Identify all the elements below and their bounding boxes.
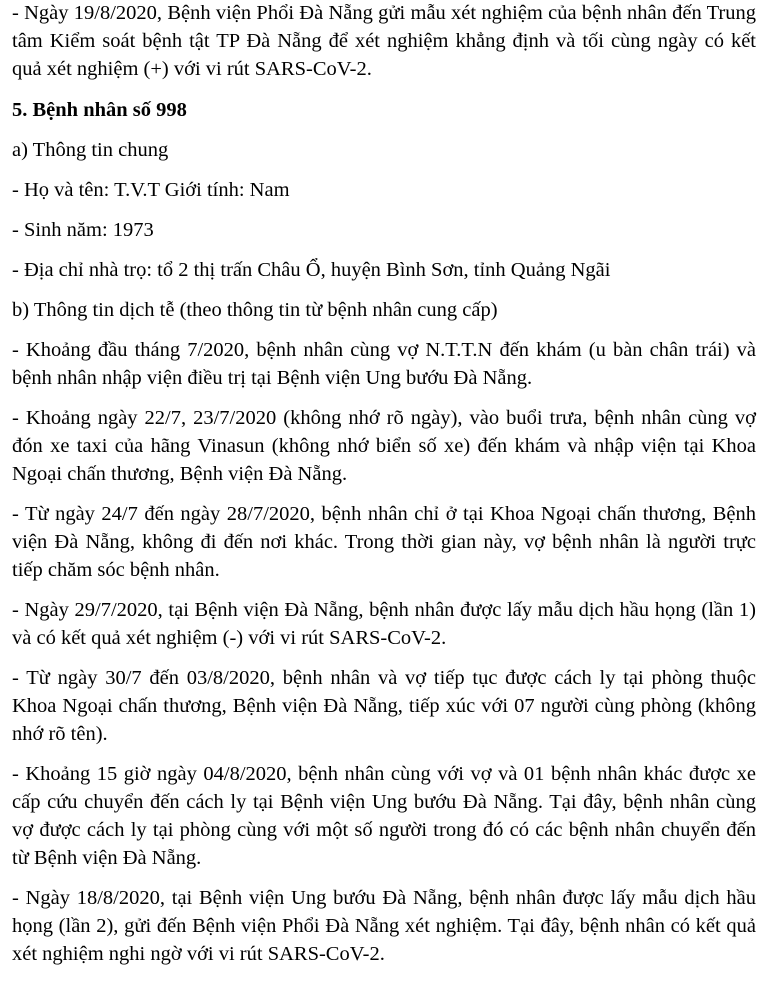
subheading-general-info: a) Thông tin chung	[12, 139, 169, 161]
paragraph-29-july: - Ngày 29/7/2020, tại Bệnh viện Đà Nẵng, bệnh nhân được lấy mẫu dịch hầu họng (lần 1) và có kết quả xét nghiệm (-) với vi rút SARS-CoV-2.	[12, 599, 756, 649]
paragraph-30-july-3-aug: - Từ ngày 30/7 đến 03/8/2020, bệnh nhân và vợ tiếp tục được cách ly tại phòng thuộc Khoa Ngoại chấn thương, Bệnh viện Đà Nẵng, tiếp xúc với 07 người cùng phòng (không nhớ rõ tên).	[12, 667, 756, 745]
paragraph-sample-result-19-8: - Ngày 19/8/2020, Bệnh viện Phổi Đà Nẵng gửi mẫu xét nghiệm của bệnh nhân đến Trung tâm Kiểm soát bệnh tật TP Đà Nẵng để xét nghiệm khẳng định và tối cùng ngày có kết quả xét nghiệm (+) với vi rút SARS-CoV-2.	[12, 2, 756, 80]
subheading-epidemiology: b) Thông tin dịch tễ (theo thông tin từ bệnh nhân cung cấp)	[12, 299, 498, 321]
section-heading-patient-998: 5. Bệnh nhân số 998	[12, 99, 187, 121]
document-page	[12, 0, 756, 968]
paragraph-early-july: - Khoảng đầu tháng 7/2020, bệnh nhân cùng vợ N.T.T.N đến khám (u bàn chân trái) và bệnh nhân nhập viện điều trị tại Bệnh viện Ung bướu Đà Nẵng.	[12, 339, 756, 389]
paragraph-18-aug: - Ngày 18/8/2020, tại Bệnh viện Ung bướu Đà Nẵng, bệnh nhân được lấy mẫu dịch hầu họng (lần 2), gửi đến Bệnh viện Phổi Đà Nẵng xét nghiệm. Tại đây, bệnh nhân có kết quả xét nghiệm nghi ngờ với vi rút SARS-CoV-2.	[12, 887, 756, 965]
paragraph-4-aug: - Khoảng 15 giờ ngày 04/8/2020, bệnh nhân cùng với vợ và 01 bệnh nhân khác được xe cấp cứu chuyển đến cách ly tại Bệnh viện Ung bướu Đà Nẵng. Tại đây, bệnh nhân cùng vợ được cách ly tại phòng cùng với một số người trong đó có các bệnh nhân chuyển đến từ Bệnh viện Đà Nẵng.	[12, 763, 756, 869]
paragraph-24-28-july: - Từ ngày 24/7 đến ngày 28/7/2020, bệnh nhân chỉ ở tại Khoa Ngoại chấn thương, Bệnh viện Đà Nẵng, không đi đến nơi khác. Trong thời gian này, vợ bệnh nhân là người trực tiếp chăm sóc bệnh nhân.	[12, 503, 756, 581]
paragraph-birth-year: - Sinh năm: 1973	[12, 219, 154, 241]
paragraph-name-gender: - Họ và tên: T.V.T Giới tính: Nam	[12, 179, 290, 201]
paragraph-22-23-july: - Khoảng ngày 22/7, 23/7/2020 (không nhớ rõ ngày), vào buổi trưa, bệnh nhân cùng vợ đón xe taxi của hãng Vinasun (không nhớ biển số xe) đến khám và nhập viện tại Khoa Ngoại chấn thương, Bệnh viện Đà Nẵng.	[12, 407, 756, 485]
paragraph-address: - Địa chỉ nhà trọ: tổ 2 thị trấn Châu Ổ, huyện Bình Sơn, tỉnh Quảng Ngãi	[12, 259, 611, 281]
